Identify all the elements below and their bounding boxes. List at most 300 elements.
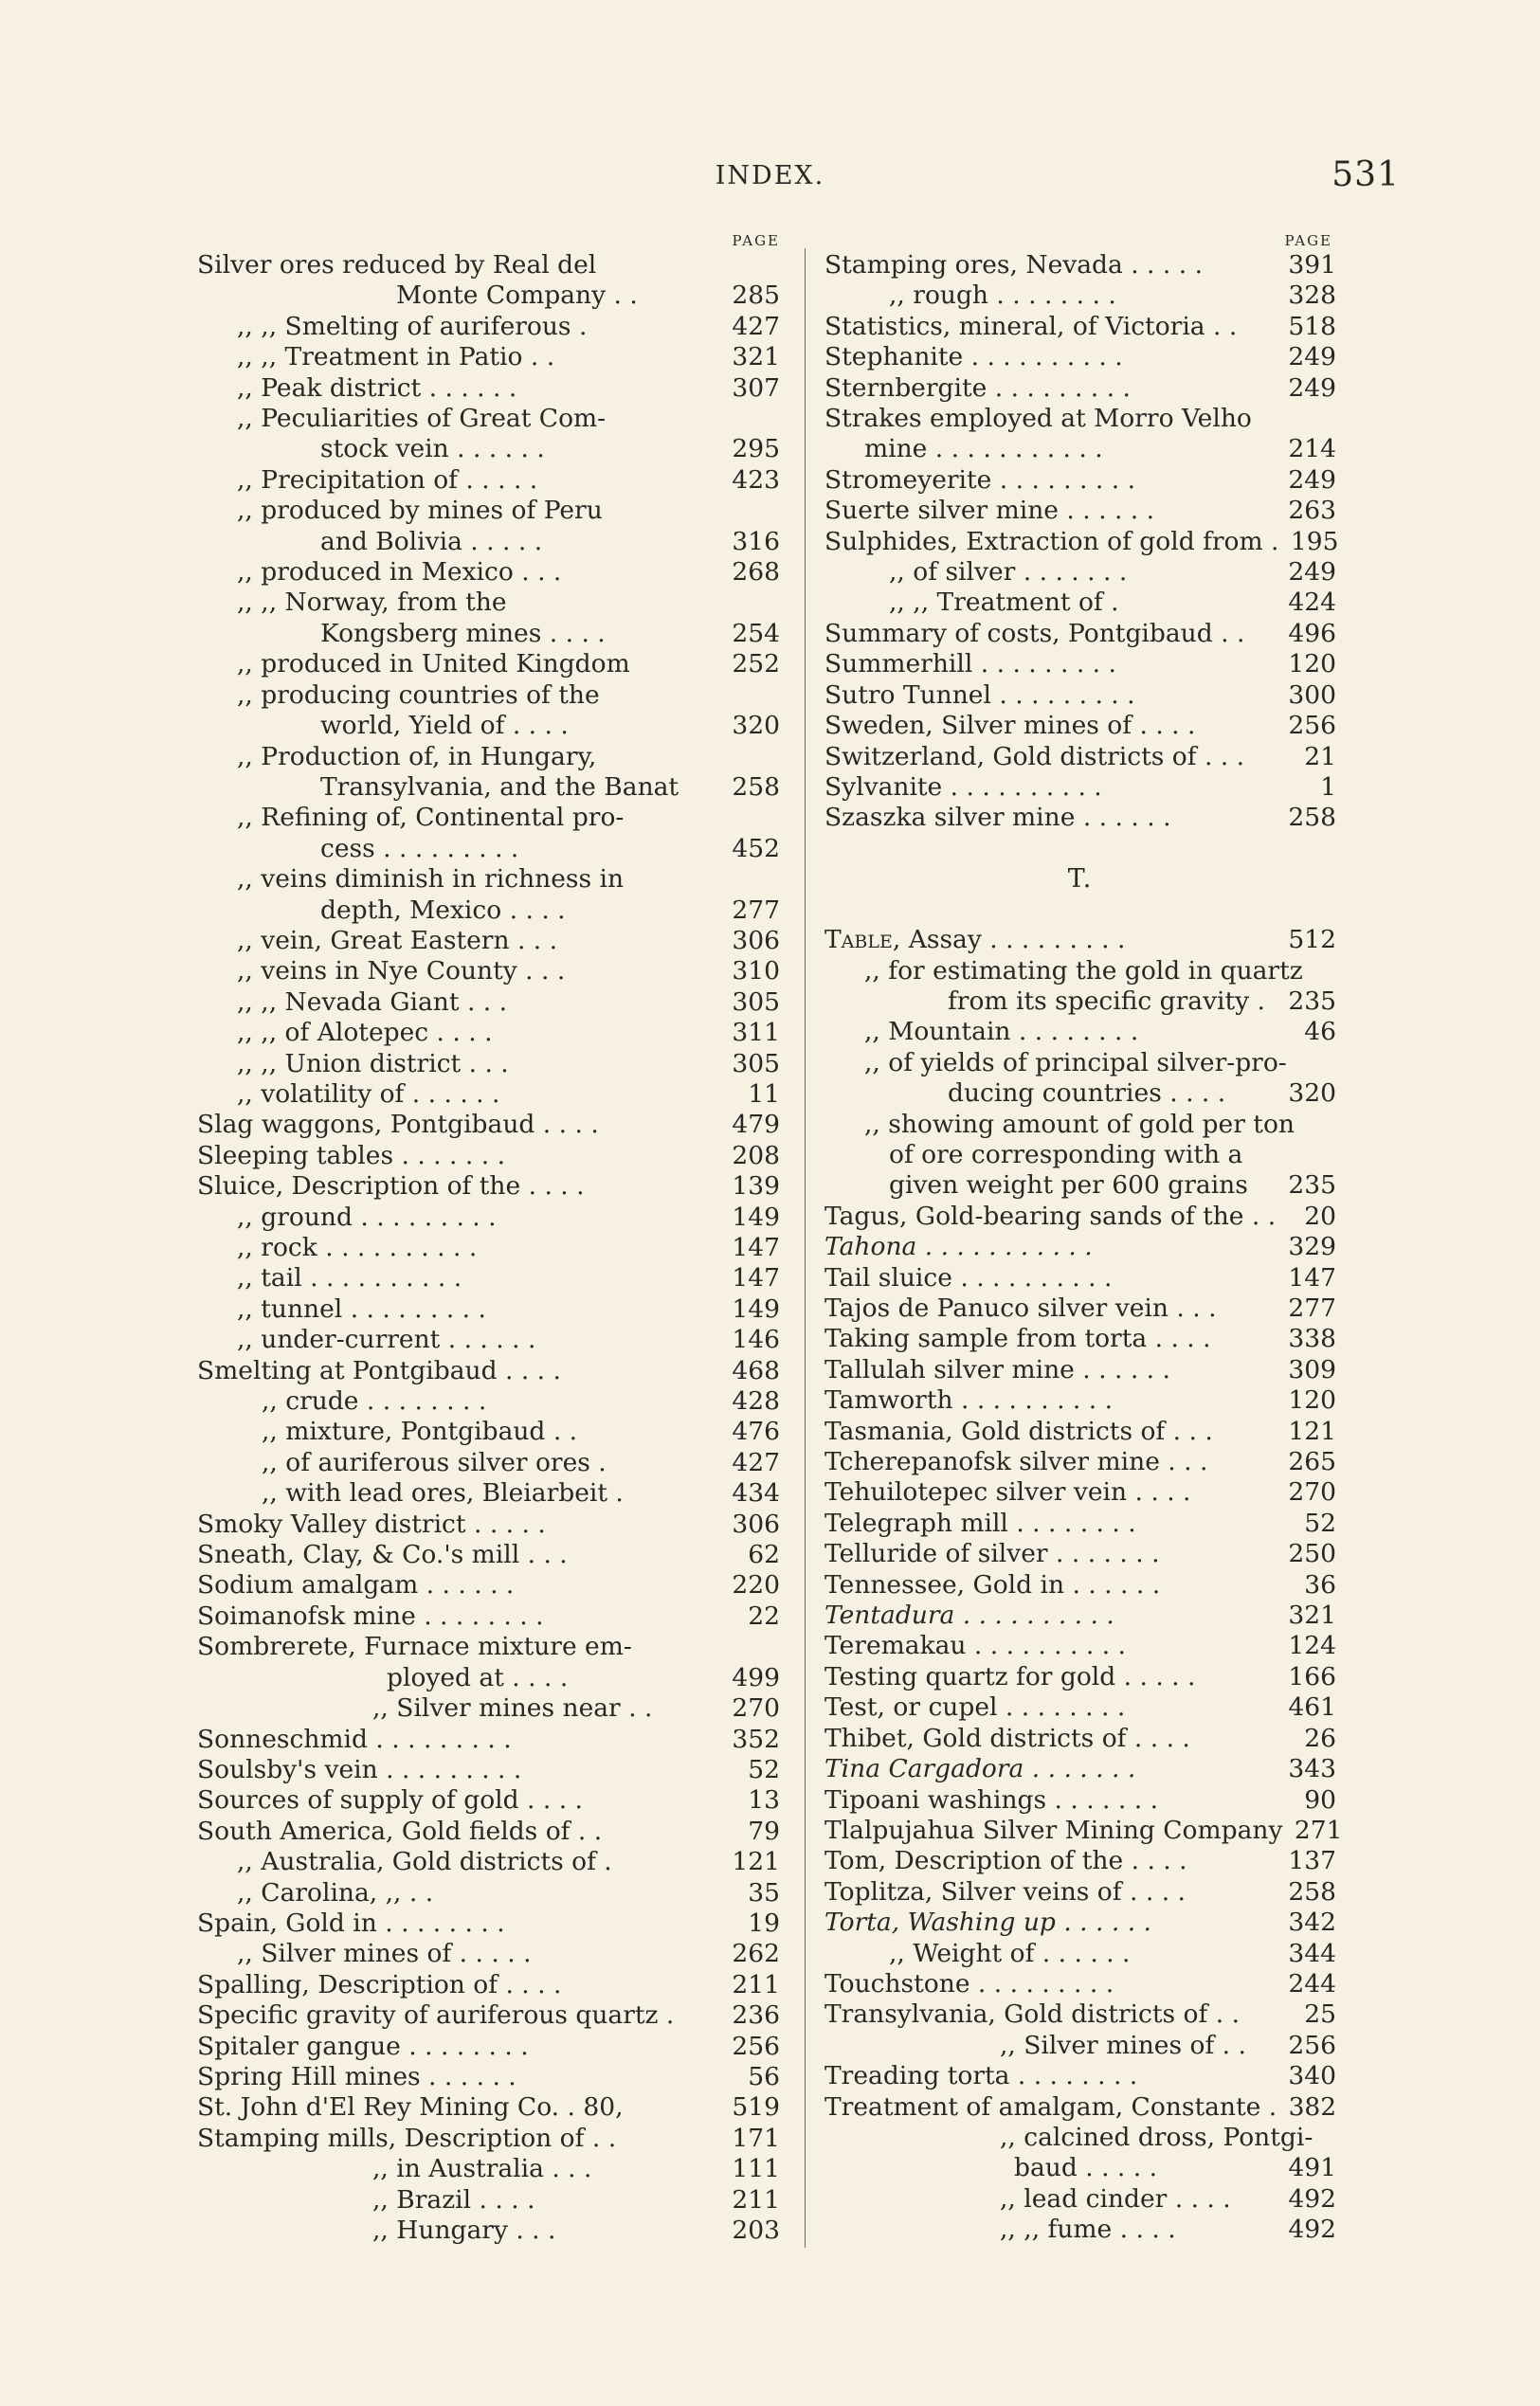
entry-page: 52 (748, 1754, 780, 1784)
index-entry (197, 434, 780, 464)
entry-text: ,, calcined dross, Pontgi- (1000, 2122, 1314, 2152)
entry-text: ,, ,, Smelting of auriferous . (237, 311, 588, 341)
entry-page: 468 (732, 1355, 780, 1385)
index-entry (197, 1755, 780, 1785)
entry-text: Sources of supply of gold . . . . (197, 1785, 583, 1816)
section-letter: T. (1067, 863, 1094, 894)
entry-page: 146 (732, 1325, 780, 1355)
index-entry (824, 434, 1336, 464)
entry-page: 62 (748, 1540, 780, 1570)
entry-text: Touchstone . . . . . . . . . (824, 1968, 1114, 1999)
entry-text: Sylvanite . . . . . . . . . . (824, 771, 1102, 802)
entry-page: 306 (732, 1509, 780, 1539)
entry-text: ployed at . . . . (387, 1662, 569, 1692)
entry-text: Tennessee, Gold in . . . . . . (824, 1569, 1161, 1600)
entry-text: ,, of yields of principal silver-pro- (864, 1047, 1287, 1077)
index-entry (824, 557, 1336, 588)
entry-page: 270 (732, 1693, 780, 1724)
index-entry (197, 527, 780, 557)
entry-text: ,, in Australia . . . (372, 2154, 592, 2184)
index-entry (197, 1693, 780, 1724)
entry-page: 19 (748, 1908, 780, 1938)
index-entry (197, 895, 780, 926)
index-entry (824, 1539, 1336, 1569)
entry-page: 268 (732, 557, 780, 588)
page-column-heading: PAGE (732, 232, 780, 249)
entry-page: 424 (1288, 588, 1336, 618)
entry-text: St. John d'El Rey Mining Co. . 80, (197, 2092, 624, 2123)
entry-text: ,, Precipitation of . . . . . (237, 464, 538, 495)
entry-page: 434 (732, 1478, 780, 1509)
entry-text: Sonneschmid . . . . . . . . . (197, 1724, 512, 1754)
index-entry (197, 1171, 780, 1202)
index-entry (824, 1078, 1336, 1109)
entry-text: ,, veins diminish in richness in (237, 864, 625, 895)
index-entry (197, 1601, 780, 1632)
entry-text: ,, veins in Nye County . . . (237, 956, 566, 986)
index-entry (824, 1969, 1336, 1999)
entry-page: 428 (732, 1386, 780, 1417)
entry-page: 321 (1288, 1601, 1336, 1631)
index-entry (824, 1785, 1336, 1816)
index-entry (197, 619, 780, 649)
entry-text: Stephanite . . . . . . . . . . (824, 342, 1123, 372)
index-entry (197, 280, 780, 311)
entry-page: 316 (732, 526, 780, 556)
index-entry (197, 1233, 780, 1263)
index-entry (824, 1170, 1336, 1201)
entry-page: 79 (748, 1816, 780, 1846)
index-entry (824, 1692, 1336, 1723)
entry-text: Summerhill . . . . . . . . . (824, 649, 1116, 679)
index-entry (197, 2216, 780, 2246)
entry-text: Tlalpujahua Silver Mining Company (824, 1815, 1283, 1845)
entry-page: 147 (1288, 1262, 1336, 1293)
entry-page: 111 (732, 2154, 780, 2184)
entry-text: Stamping ores, Nevada . . . . . (824, 250, 1204, 280)
entry-page: 512 (1288, 925, 1336, 955)
entry-text: ,, Peak district . . . . . . (237, 372, 517, 403)
entry-page: 236 (732, 2000, 780, 2031)
index-entry (824, 1232, 1336, 1262)
entry-page: 244 (1288, 1968, 1336, 1999)
index-entry (197, 1110, 780, 1140)
entry-page: 220 (732, 1570, 780, 1601)
entry-page: 208 (732, 1140, 780, 1170)
right-entry-list (824, 250, 1339, 834)
entry-page: 518 (1288, 311, 1336, 341)
index-entry (824, 1477, 1336, 1508)
entry-page: 147 (732, 1263, 780, 1293)
entry-page: 258 (1288, 803, 1336, 833)
entry-text: ,, mixture, Pontgibaud . . (262, 1417, 578, 1447)
entry-text: Switzerland, Gold districts of . . . (824, 741, 1245, 771)
entry-text: Tallulah silver mine . . . . . . (824, 1354, 1170, 1384)
index-entry (197, 772, 780, 803)
entry-page: 254 (732, 618, 780, 648)
entry-text: Treading torta . . . . . . . . (824, 2061, 1138, 2091)
entry-page: 249 (1288, 464, 1336, 495)
entry-page: 270 (1288, 1477, 1336, 1508)
index-entry (197, 1356, 780, 1386)
entry-page: 120 (1288, 1385, 1336, 1416)
entry-text: Sutro Tunnel . . . . . . . . . (824, 679, 1135, 710)
entry-text: ,, Silver mines near . . (372, 1693, 653, 1724)
entry-text: Telluride of silver . . . . . . . (824, 1539, 1160, 1569)
entry-page: 344 (1288, 1938, 1336, 1968)
entry-page: 252 (732, 649, 780, 679)
index-entry (824, 526, 1339, 557)
index-entry (824, 1140, 1336, 1170)
entry-text: and Bolivia . . . . . (320, 526, 543, 556)
entry-text: from its specific gravity . (948, 986, 1265, 1016)
entry-text: ,, ,, Nevada Giant . . . (237, 986, 508, 1017)
index-entry (824, 2123, 1336, 2153)
index-entry (824, 1417, 1336, 1447)
entry-page: 427 (732, 1447, 780, 1477)
index-entry (197, 1817, 780, 1847)
index-entry (197, 1294, 780, 1325)
entry-page: 307 (732, 372, 780, 403)
entry-page: 21 (1304, 741, 1336, 771)
index-entry (824, 956, 1336, 986)
index-entry (197, 1386, 780, 1417)
entry-page: 496 (1288, 618, 1336, 648)
entry-page: 320 (732, 711, 780, 741)
entry-page: 211 (732, 2184, 780, 2215)
entry-page: 235 (1288, 986, 1336, 1016)
entry-page: 382 (1288, 2091, 1337, 2122)
entry-text: Treatment of amalgam, Constante . (824, 2091, 1277, 2122)
index-entry (824, 772, 1336, 803)
entry-page: 265 (1288, 1447, 1336, 1477)
entry-page: 147 (732, 1233, 780, 1262)
index-entry (197, 2154, 780, 2184)
index-entry (824, 1570, 1336, 1601)
entry-text: Summary of costs, Pontgibaud . . (824, 618, 1245, 648)
index-entry (197, 2032, 780, 2062)
index-entry (824, 1754, 1336, 1784)
index-entry (197, 1970, 780, 2000)
column-divider (805, 248, 806, 2248)
entry-text: ,, rock . . . . . . . . . . (237, 1233, 478, 1262)
index-entry (824, 250, 1336, 280)
entry-page: 427 (732, 311, 780, 341)
index-entry (824, 1939, 1336, 1969)
entry-page: 35 (748, 1877, 780, 1908)
entry-text: Kongsberg mines . . . . (320, 618, 606, 648)
entry-page: 300 (1288, 679, 1336, 710)
index-entry (824, 1999, 1336, 2030)
entry-page: 391 (1288, 250, 1336, 280)
entry-page: 249 (1288, 342, 1336, 372)
index-entry (197, 1540, 780, 1570)
entry-text: ,, vein, Great Eastern . . . (237, 925, 558, 955)
index-entry (824, 2215, 1336, 2245)
entry-page: 320 (1288, 1078, 1336, 1109)
entry-text: Spain, Gold in . . . . . . . . (197, 1908, 505, 1938)
index-entry (197, 834, 780, 864)
index-entry (197, 1448, 780, 1478)
index-entry (824, 619, 1336, 649)
index-entry (197, 1079, 780, 1110)
entry-text: Taking sample from torta . . . . (824, 1324, 1211, 1354)
entry-text: Tajos de Panuco silver vein . . . (824, 1293, 1217, 1323)
entry-page: 121 (1288, 1416, 1336, 1446)
index-entry (824, 1908, 1336, 1938)
index-entry (824, 465, 1336, 496)
index-entry (197, 2185, 780, 2216)
index-entry (197, 2062, 780, 2092)
entry-page: 262 (732, 1939, 780, 1969)
entry-text: ,, tunnel . . . . . . . . . (237, 1293, 486, 1324)
entry-text: cess . . . . . . . . . (320, 833, 519, 863)
entry-lead-word: Table (824, 925, 893, 955)
index-entry (824, 1263, 1336, 1293)
entry-page: 256 (732, 2031, 780, 2061)
index-entry (197, 1909, 780, 1939)
entry-text: Sleeping tables . . . . . . . (197, 1140, 505, 1170)
entry-page: 258 (1288, 1876, 1336, 1907)
left-column (197, 231, 780, 2246)
entry-text: Stamping mills, Description of . . (197, 2123, 617, 2153)
entry-text: Sodium amalgam . . . . . . (197, 1570, 515, 1601)
entry-text: ,, with lead ores, Bleiarbeit . (262, 1478, 624, 1509)
entry-text: Silver ores reduced by Real del (197, 250, 597, 280)
entry-text: ,, volatility of . . . . . . (237, 1078, 500, 1109)
index-entry (197, 2124, 780, 2154)
entry-text: Soulsby's vein . . . . . . . . . (197, 1754, 522, 1784)
index-entry (197, 742, 780, 772)
running-title: INDEX. (715, 161, 825, 190)
index-entry (197, 496, 780, 526)
entry-page: 25 (1304, 1999, 1336, 2030)
entry-text: Soimanofsk mine . . . . . . . . (197, 1601, 544, 1631)
index-entry (197, 649, 780, 679)
entry-text: ,, Weight of . . . . . . (889, 1938, 1131, 1968)
entry-text: Spring Hill mines . . . . . . (197, 2061, 516, 2091)
entry-text: Smelting at Pontgibaud . . . . (197, 1355, 561, 1385)
index-entry (197, 680, 780, 711)
index-entry (824, 680, 1336, 711)
entry-text: ,, Peculiarities of Great Com- (237, 404, 607, 434)
entry-text: depth, Mexico . . . . (320, 895, 566, 925)
entry-page: 342 (1288, 1908, 1336, 1938)
entry-text: ducing countries . . . . (948, 1078, 1226, 1109)
index-entry (197, 1632, 780, 1662)
index-entry (197, 250, 780, 280)
entry-page: 139 (732, 1171, 780, 1202)
entry-page: 211 (732, 1969, 780, 1999)
entry-text: Transylvania, Gold districts of . . (824, 1999, 1241, 2030)
entry-page: 277 (1288, 1293, 1336, 1323)
index-entry (197, 557, 780, 588)
entry-page: 340 (1288, 2061, 1336, 2091)
entry-page: 195 (1290, 526, 1339, 556)
entry-page: 256 (1288, 711, 1336, 741)
entry-text: ,, crude . . . . . . . . (262, 1386, 487, 1417)
index-entry (197, 1478, 780, 1509)
entry-text: Sulphides, Extraction of gold from . (824, 526, 1279, 556)
index-entry (824, 925, 1336, 955)
index-entry (824, 312, 1336, 342)
entry-page: 452 (732, 833, 780, 863)
index-entry (197, 1725, 780, 1755)
index-entry (824, 2153, 1336, 2183)
entry-text: Tahona . . . . . . . . . . . (824, 1232, 1093, 1262)
entry-text: ,, Silver mines of . . (1000, 2030, 1246, 2060)
page-number: 531 (1332, 155, 1400, 194)
entry-page: 11 (748, 1078, 780, 1109)
index-entry (197, 1939, 780, 1969)
entry-text: Toplitza, Silver veins of . . . . (824, 1876, 1186, 1907)
entry-page: 203 (732, 2216, 780, 2245)
entry-text: ,, produced in United Kingdom (237, 649, 630, 679)
index-entry (197, 864, 780, 895)
entry-text: given weight per 600 grains (889, 1170, 1248, 1201)
index-entry (197, 1847, 780, 1877)
entry-text: ,, produced in Mexico . . . (237, 557, 562, 588)
entry-page: 352 (732, 1724, 780, 1754)
index-entry (824, 742, 1336, 772)
entry-text: ,, ,, Treatment in Patio . . (237, 342, 555, 372)
entry-page: 306 (732, 925, 780, 955)
entry-page: 492 (1288, 2183, 1336, 2214)
entry-page: 36 (1304, 1569, 1336, 1600)
entry-text: Testing quartz for gold . . . . . (824, 1661, 1196, 1691)
entry-page: 271 (1294, 1815, 1343, 1845)
index-entry (197, 1203, 780, 1233)
entry-text: mine . . . . . . . . . . . (864, 434, 1103, 464)
entry-text: Strakes employed at Morro Velho (824, 404, 1252, 434)
entry-text: Monte Company . . (396, 280, 638, 311)
index-entry (824, 342, 1336, 372)
entry-page: 305 (732, 986, 780, 1017)
index-entry (824, 1509, 1336, 1539)
entry-text: Tasmania, Gold districts of . . . (824, 1416, 1213, 1446)
index-entry (197, 1263, 780, 1293)
entry-text: South America, Gold fields of . . (197, 1816, 603, 1846)
entry-text: Tagus, Gold-bearing sands of the . . (824, 1201, 1277, 1231)
entry-text: Smoky Valley district . . . . . (197, 1509, 546, 1539)
index-entry (197, 2000, 780, 2031)
entry-text: ,, lead cinder . . . . (1000, 2183, 1231, 2214)
entry-text: ,, Mountain . . . . . . . . (864, 1017, 1139, 1047)
entry-text: Thibet, Gold districts of . . . . (824, 1723, 1190, 1753)
index-entry (197, 1510, 780, 1540)
entry-page: 249 (1288, 557, 1336, 588)
index-entry (197, 342, 780, 372)
index-entry (824, 2031, 1336, 2061)
entry-text: ,, Australia, Gold districts of . (237, 1847, 612, 1877)
entry-page: 499 (732, 1662, 780, 1692)
index-entry (197, 803, 780, 833)
entry-text: ,, ground . . . . . . . . . (237, 1202, 497, 1232)
index-entry (197, 2092, 780, 2123)
entry-page: 309 (1288, 1354, 1336, 1384)
entry-text: Spitaler gangue . . . . . . . . (197, 2031, 529, 2061)
index-entry (824, 711, 1336, 741)
right-column (824, 231, 1343, 2246)
entry-page: 328 (1288, 280, 1336, 311)
index-entry (197, 956, 780, 986)
entry-text: ,, Hungary . . . (372, 2216, 556, 2245)
entry-page: 90 (1304, 1784, 1336, 1815)
entry-text: ,, produced by mines of Peru (237, 496, 603, 526)
index-entry (197, 1663, 780, 1693)
entry-page: 305 (732, 1048, 780, 1078)
index-entry (824, 1631, 1336, 1661)
entry-page: 476 (732, 1417, 780, 1447)
entry-text: Slag waggons, Pontgibaud . . . . (197, 1110, 599, 1140)
entry-page: 423 (732, 464, 780, 495)
entry-text: world, Yield of . . . . (320, 711, 569, 741)
entry-page: 149 (732, 1293, 780, 1324)
entry-text: ,, ,, of Alotepec . . . . (237, 1018, 493, 1048)
entry-page: 149 (732, 1202, 780, 1232)
entry-page: 329 (1288, 1232, 1336, 1262)
page-header (0, 155, 1540, 201)
page-column-heading: PAGE (1284, 232, 1332, 249)
index-entry (824, 2061, 1336, 2091)
entry-text: stock vein . . . . . . (320, 434, 545, 464)
entry-text: ,, ,, fume . . . . (1000, 2215, 1176, 2245)
entry-page: 20 (1304, 1201, 1336, 1231)
index-entry (824, 1385, 1336, 1416)
entry-text: Test, or cupel . . . . . . . . (824, 1692, 1126, 1723)
entry-text: Tehuilotepec silver vein . . . . (824, 1477, 1191, 1508)
entry-text: Tamworth . . . . . . . . . . (824, 1385, 1114, 1416)
entry-page: 137 (1288, 1846, 1336, 1876)
entry-page: 121 (732, 1847, 780, 1877)
entry-page: 120 (1288, 649, 1336, 679)
entry-text: Szaszka silver mine . . . . . . (824, 803, 1171, 833)
entry-text: ,, Brazil . . . . (372, 2184, 535, 2215)
index-entry (197, 1018, 780, 1048)
index-entry (197, 373, 780, 404)
left-entry-list (197, 250, 780, 2246)
entry-page: 250 (1288, 1539, 1336, 1569)
entry-text: Specific gravity of auriferous quartz . (197, 2000, 675, 2031)
entry-text: ,, Silver mines of . . . . . (237, 1939, 532, 1969)
entry-text (824, 925, 1277, 955)
entry-text: ,, under-current . . . . . . (237, 1325, 536, 1355)
entry-text: ,, showing amount of gold per ton (864, 1109, 1295, 1139)
index-entry (197, 1141, 780, 1171)
entry-text: ,, producing countries of the (237, 679, 600, 710)
entry-text: Statistics, mineral, of Victoria . . (824, 311, 1238, 341)
entry-text: ,, Carolina, ,, . . (237, 1877, 434, 1908)
index-entry (824, 1662, 1336, 1692)
entry-text: Sternbergite . . . . . . . . . (824, 372, 1131, 403)
entry-text: Suerte silver mine . . . . . . (824, 496, 1155, 526)
index-entry (824, 496, 1336, 526)
entry-text: Tcherepanofsk silver mine . . . (824, 1447, 1208, 1477)
index-entry (824, 373, 1336, 404)
entry-rest: , Assay . . . . . . . . . (892, 925, 1126, 955)
index-entry (824, 1724, 1336, 1754)
entry-page: 263 (1288, 496, 1336, 526)
entry-page: 249 (1288, 372, 1336, 403)
index-entry (824, 1877, 1336, 1908)
entry-page: 338 (1288, 1324, 1336, 1354)
entry-page: 310 (732, 956, 780, 986)
index-entry (824, 1324, 1336, 1354)
entry-page: 26 (1304, 1723, 1336, 1753)
index-entry (824, 404, 1336, 434)
entry-text: Tentadura . . . . . . . . . . (824, 1601, 1114, 1631)
entry-text: Spalling, Description of . . . . (197, 1969, 562, 1999)
